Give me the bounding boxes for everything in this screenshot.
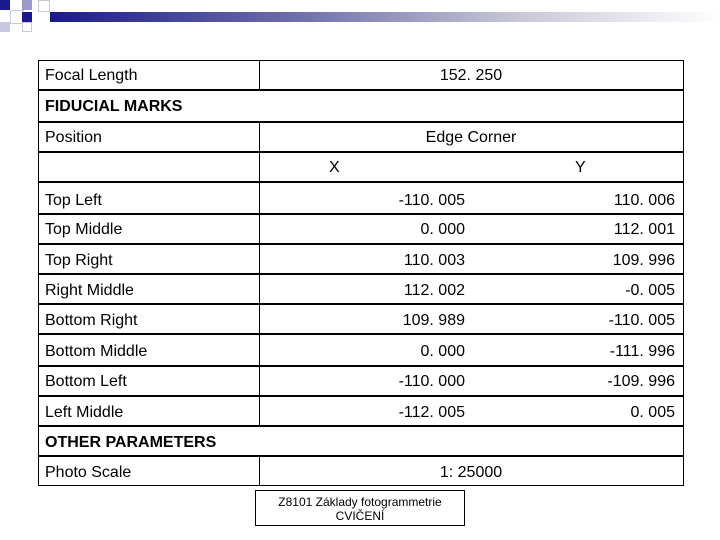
x-value: 109. 989 — [402, 312, 465, 329]
row-label: Bottom Right — [45, 312, 138, 329]
x-value: -110. 000 — [398, 373, 465, 390]
x-value: 110. 003 — [403, 252, 465, 269]
photo-scale-label: Photo Scale — [45, 464, 132, 481]
footer-subtitle: CVIČENÍ — [335, 509, 385, 523]
header-gradient-bar — [50, 12, 720, 22]
focal-length-row — [38, 60, 684, 90]
table-row — [38, 214, 684, 244]
table-row — [38, 366, 684, 396]
focal-length-value: 152. 250 — [439, 67, 503, 84]
x-value: 0. 000 — [420, 221, 465, 238]
position-label: Position — [45, 129, 102, 146]
table-row — [38, 334, 684, 366]
row-label: Top Right — [45, 252, 113, 269]
decor-square — [38, 0, 50, 12]
y-value: 109. 996 — [612, 252, 675, 269]
xy-header-row — [38, 152, 684, 182]
row-label: Top Left — [45, 192, 102, 209]
y-value: 110. 006 — [613, 192, 675, 209]
footer-box — [255, 490, 465, 526]
fiducial-marks-title: FIDUCIAL MARKS — [45, 98, 183, 115]
row-label: Top Middle — [45, 221, 123, 238]
focal-length-label: Focal Length — [45, 67, 138, 84]
column-y-header: Y — [575, 159, 586, 176]
decor-square — [22, 22, 32, 32]
row-label: Bottom Left — [45, 373, 127, 390]
y-value: -111. 996 — [609, 343, 675, 360]
x-value: 0. 000 — [420, 343, 465, 360]
y-value: -109. 996 — [607, 373, 675, 390]
position-row — [38, 122, 684, 152]
row-label: Bottom Middle — [45, 343, 148, 360]
row-label: Left Middle — [45, 404, 124, 421]
decor-square — [22, 12, 32, 22]
photo-scale-value: 1: 25000 — [439, 464, 503, 481]
position-value: Edge Corner — [425, 129, 517, 146]
table-row — [38, 182, 684, 214]
y-value: 112. 001 — [613, 221, 675, 238]
table-row — [38, 244, 684, 274]
y-value: 0. 005 — [630, 404, 675, 421]
other-parameters-title: OTHER PARAMETERS — [45, 434, 217, 451]
footer-course-title: Z8101 Základy fotogrammetrie — [278, 495, 442, 509]
table-row — [38, 396, 684, 426]
x-value: 112. 002 — [403, 282, 465, 299]
fiducial-marks-section — [38, 90, 684, 122]
photo-scale-row — [38, 456, 684, 486]
x-value: -112. 005 — [398, 404, 465, 421]
y-value: -110. 005 — [608, 312, 675, 329]
decor-square — [0, 0, 10, 10]
column-x-header: X — [329, 159, 340, 176]
table-row — [38, 304, 684, 334]
x-value: -110. 005 — [398, 192, 465, 209]
table-row — [38, 274, 684, 304]
row-label: Right Middle — [45, 282, 134, 299]
other-parameters-section — [38, 426, 684, 456]
y-value: -0. 005 — [625, 282, 675, 299]
decor-square — [22, 0, 32, 10]
decor-square — [0, 22, 10, 32]
